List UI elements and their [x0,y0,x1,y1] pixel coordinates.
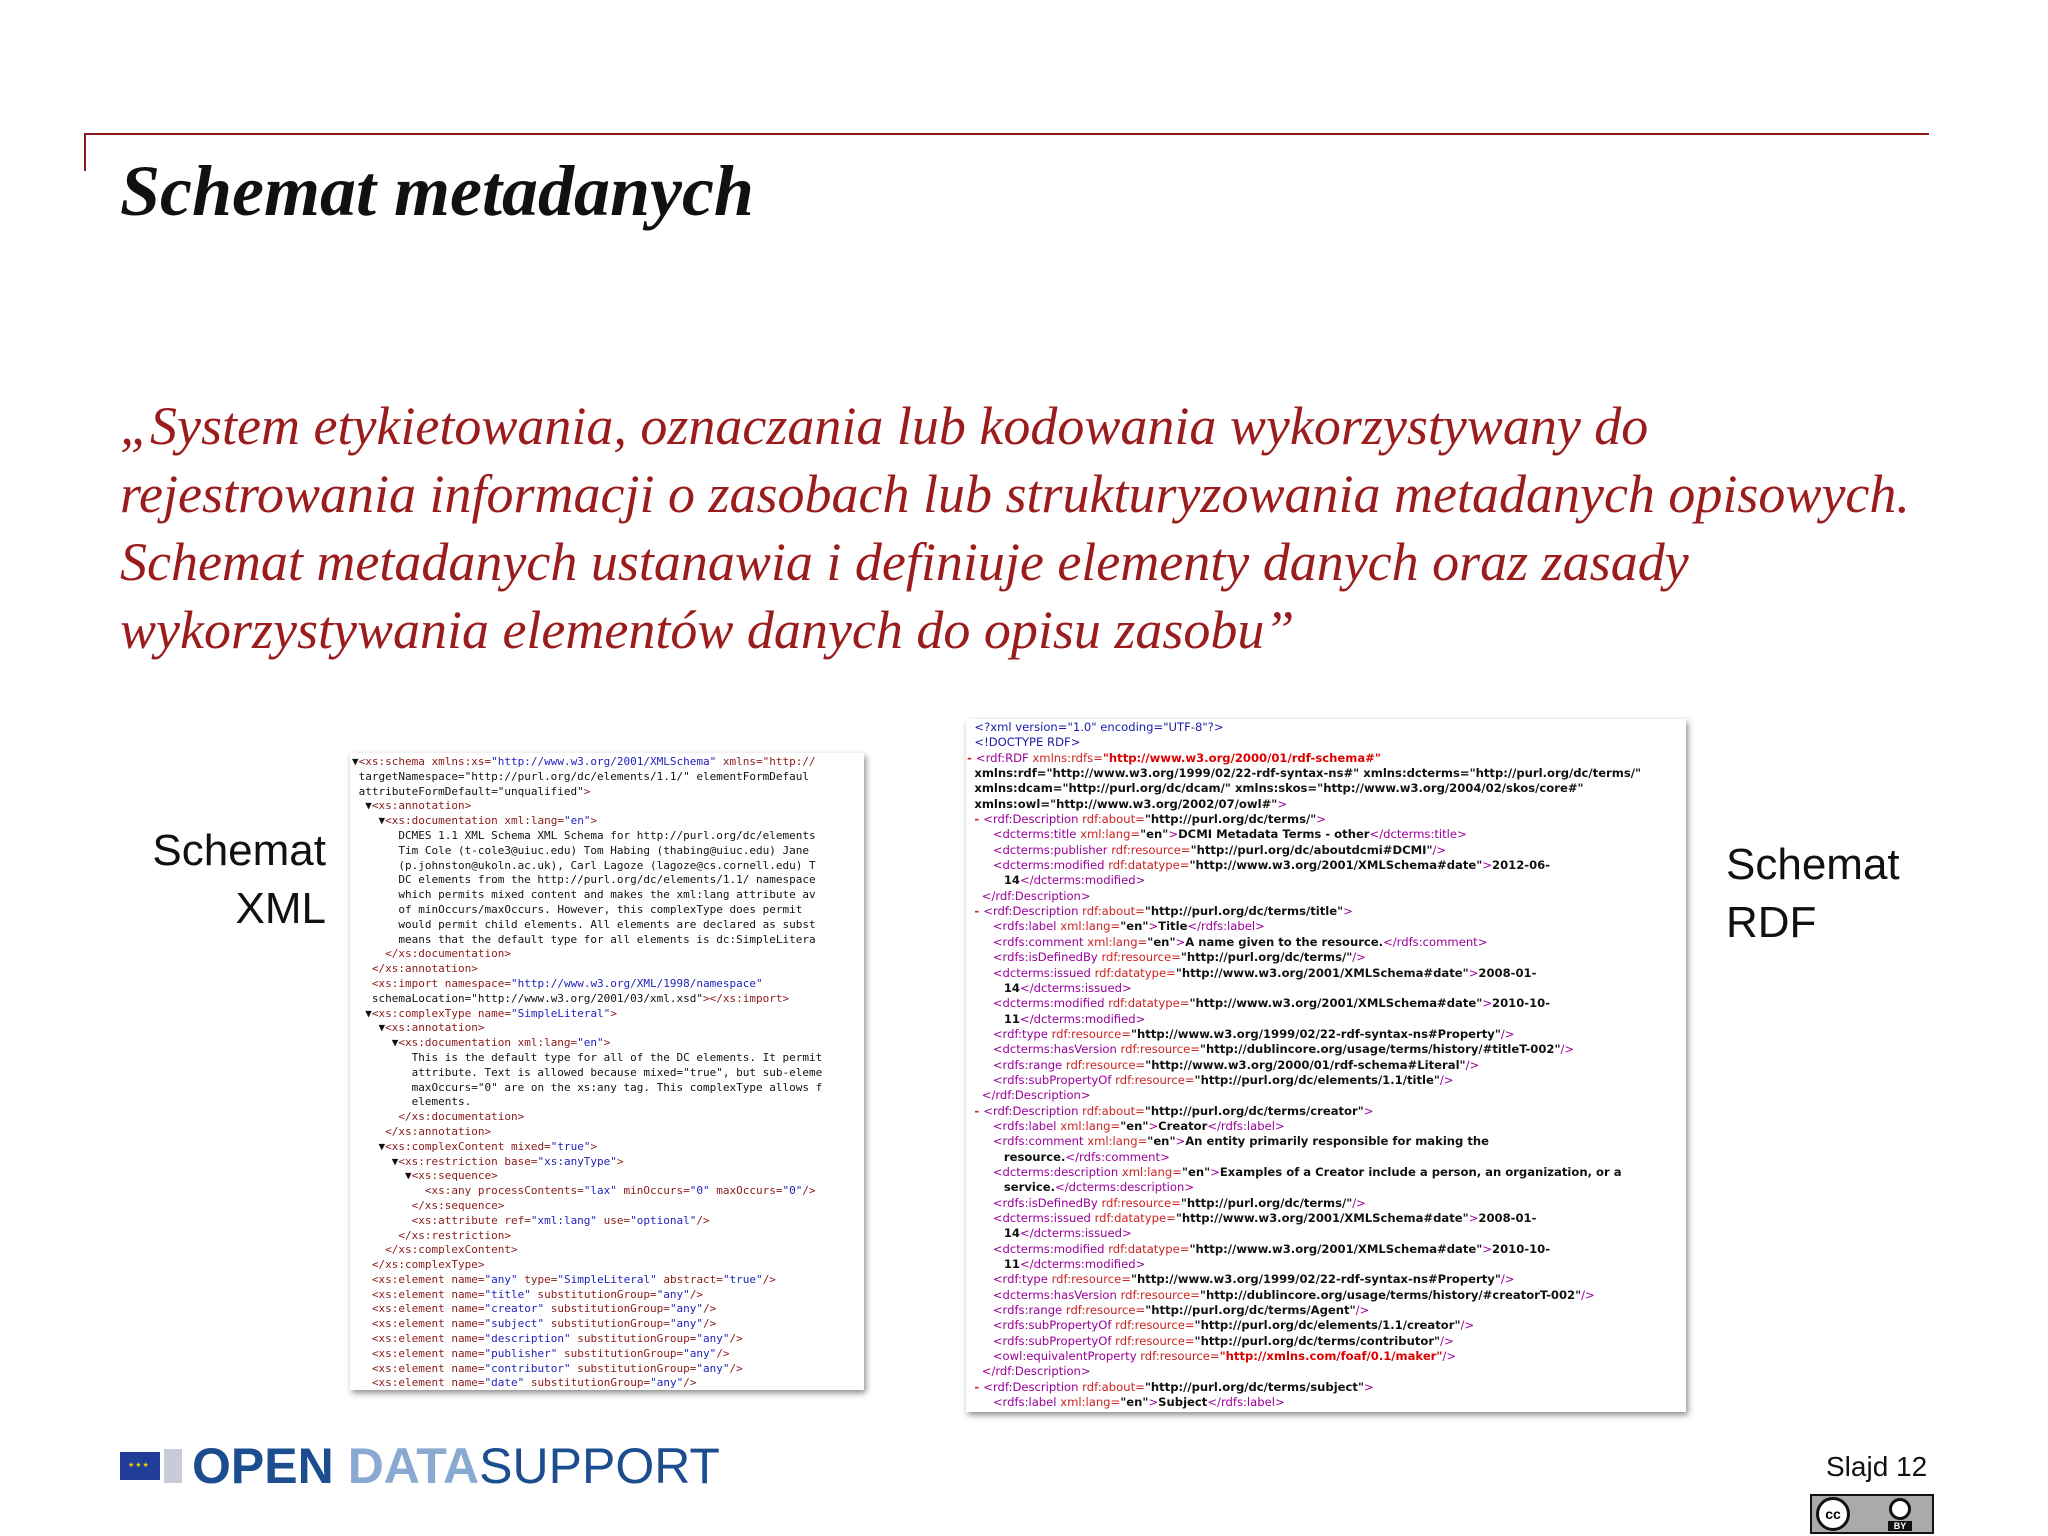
rdf-code-line: <dcterms:hasVersion rdf:resource="http://dublincore.org/usage/terms/history/#creatorT-002"/> [992,1287,1595,1302]
rdf-code-line: - <rdf:Description rdf:about="http://purl.org/dc/terms/subject"> [974,1379,1374,1394]
rdf-code-line: <dcterms:issued rdf:datatype="http://www.w3.org/2001/XMLSchema#date">2008-01- [992,1211,1537,1225]
eu-flag-icon [120,1452,160,1480]
rdf-code-line: - <rdf:Description rdf:about="http://purl.org/dc/terms/"> [974,812,1326,827]
xml-code-line: ▼<xs:complexContent mixed="true"> [352,1139,598,1153]
xml-code-line: </xs:restriction> [398,1228,511,1242]
xml-code-line: <xs:element name="contributor" substitutionGroup="any"/> [371,1361,743,1375]
label-xml-line1: Schemat [152,826,326,875]
rdf-code-line: - <rdf:Description rdf:about="http://purl.org/dc/terms/creator"> [974,1103,1374,1118]
xml-code-line: <xs:element name="subject" substitutionGroup="any"/> [371,1317,717,1331]
brand-support: SUPPORT [479,1438,720,1494]
rdf-code-line: <rdfs:comment xml:lang="en">An entity primarily responsible for making the [992,1134,1490,1149]
cc-by-license-badge [1810,1494,1934,1534]
rdf-code-line: - <rdf:Description rdf:about="http://purl.org/dc/terms/title"> [974,904,1353,919]
xml-code-line: which permits mixed content and makes the xml:lang attribute av [352,888,816,902]
rdf-code-line: 11</dcterms:modified> [1003,1011,1146,1026]
by-attribution-icon [1880,1494,1920,1534]
rdf-code-line: <rdfs:subPropertyOf rdf:resource="http://purl.org/dc/elements/1.1/title"/> [992,1072,1454,1087]
xml-code-line: <xs:element name="publisher" substitutionGroup="any"/> [371,1346,730,1360]
xml-code-line: </xs:complexType> [371,1258,485,1272]
rdf-code-line: 14</dcterms:issued> [1003,1226,1132,1241]
xml-code-line: <xs:element name="any" type="SimpleLiteral" abstract="true"/> [371,1272,776,1286]
xml-code-line: ▼<xs:documentation xml:lang="en"> [352,1036,611,1050]
rdf-code-line: <rdf:type rdf:resource="http://www.w3.org/1999/02/22-rdf-syntax-ns#Property"/> [992,1026,1515,1041]
xml-code-line: <xs:element name="title" substitutionGroup="any"/> [371,1287,704,1301]
xml-code-line: of minOccurs/maxOccurs. However, this complexType does permit [352,902,803,916]
rdf-code-line: <rdfs:isDefinedBy rdf:resource="http://purl.org/dc/terms/"/> [992,1195,1366,1210]
rdf-code-line: <dcterms:modified rdf:datatype="http://www.w3.org/2001/XMLSchema#date">2012-06- [992,858,1551,873]
rdf-code-line: <!DOCTYPE RDF> [974,735,1081,750]
xml-code-line: <xs:attribute ref="xml:lang" use="optional"/> [411,1213,710,1227]
rdf-code-line: <rdfs:label xml:lang="en">Creator</rdfs:label> [992,1118,1285,1133]
xml-code-line: </xs:annotation> [371,962,478,976]
rdf-code-line: <dcterms:title xml:lang="en">DCMI Metadata Terms - other</dcterms:title> [992,827,1467,842]
xml-code-line: <xs:import namespace="http://www.w3.org/XML/1998/namespace" [371,976,763,990]
rdf-code-line: service.</dcterms:description> [1003,1180,1195,1195]
rdf-code-line: resource.</rdfs:comment> [1003,1149,1170,1164]
rdf-code-line: <dcterms:modified rdf:datatype="http://www.w3.org/2001/XMLSchema#date">2010-10- [992,996,1551,1011]
xml-code-line: ▼<xs:schema xmlns:xs="http://www.w3.org/2001/XMLSchema" xmlns="http:// [352,755,816,768]
rdf-code-line: 14</dcterms:issued> [1003,980,1132,995]
rdf-code-line: xmlns:dcam="http://purl.org/dc/dcam/" xmlns:skos="http://www.w3.org/2004/02/skos/core#" [974,781,1584,796]
rdf-code-line: - <rdf:RDF xmlns:rdfs="http://www.w3.org/2000/01/rdf-schema#" [967,750,1381,765]
rdf-schema-screenshot [966,719,1686,1412]
rdf-code-line: <?xml version="1.0" encoding="UTF-8"?> [974,720,1224,734]
xml-code-line: <xs:element name="creator" substitutionGroup="any"/> [371,1302,717,1316]
xml-code-line: ▼<xs:sequence> [352,1169,498,1183]
xml-code-line: </xs:annotation> [385,1124,492,1138]
rdf-code-line: <rdfs:label xml:lang="en">Title</rdfs:label> [992,919,1265,934]
xml-code-line: (p.johnston@ukoln.ac.uk), Carl Lagoze (lagoze@cs.cornell.edu) T [352,858,816,872]
xml-code-line: This is the default type for all of the DC elements. It permit [352,1050,823,1064]
xml-code-line: <xs:any processContents="lax" minOccurs="0" maxOccurs="0"/> [424,1184,816,1198]
xml-code-line: schemaLocation="http://www.w3.org/2001/03/xml.xsd"></xs:import> [352,991,790,1005]
xml-code-line: ▼<xs:complexType name="SimpleLiteral"> [352,1006,617,1020]
rdf-code-line: <rdfs:range rdf:resource="http://purl.org/dc/terms/Agent"/> [992,1303,1370,1318]
rdf-code-line: <rdfs:isDefinedBy rdf:resource="http://purl.org/dc/terms/"/> [992,950,1366,965]
label-rdf-schema [1726,836,1900,952]
rdf-code-line: <dcterms:description xml:lang="en">Examples of a Creator include a person, an organization, or a [992,1164,1622,1179]
xml-code-line: attribute. Text is allowed because mixed="true", but sub-eleme [352,1065,823,1079]
rdf-code-line: </rdf:Description> [981,888,1091,903]
rdf-code-line: 14</dcterms:modified> [1003,873,1146,888]
rdf-code-line: </rdf:Description> [981,1364,1091,1379]
label-xml-line2: XML [235,884,326,933]
xml-code-line: <xs:element name="description" substitutionGroup="any"/> [371,1332,743,1346]
xml-code-line: </xs:documentation> [398,1110,525,1124]
xml-code-line: DC elements from the http://purl.org/dc/elements/1.1/ namespace [352,873,816,887]
label-rdf-line2: RDF [1726,898,1817,947]
european-commission-emblem-icon [164,1449,182,1483]
brand-data: DATA [347,1438,480,1494]
xml-code-line: ▼<xs:annotation> [352,1021,485,1035]
title-rule-tick [84,133,86,171]
xml-schema-code [350,753,864,1390]
rdf-code-line: </rdf:Description> [981,1088,1091,1103]
xml-code-line: ▼<xs:documentation xml:lang="en"> [352,814,598,828]
slide-number: Slajd 12 [1826,1451,1928,1482]
xml-code-line: </xs:complexContent> [385,1243,518,1257]
xml-schema-screenshot [350,753,864,1390]
person-icon [1889,1498,1911,1520]
title-rule [84,133,1929,135]
rdf-code-line: <rdfs:subPropertyOf rdf:resource="http://purl.org/dc/terms/contributor"/> [992,1333,1454,1348]
rdf-schema-code [966,719,1686,1410]
xml-code-line: <xs:element name="date" substitutionGroup="any"/> [371,1376,697,1390]
xml-code-line: </xs:sequence> [411,1198,505,1212]
label-xml-schema [140,822,326,938]
by-label: BY [1888,1521,1913,1531]
xml-code-line: maxOccurs="0" are on the xs:any tag. This complexType allows f [352,1080,823,1094]
brand-open: OPEN [192,1438,334,1494]
xml-code-line: ▼<xs:annotation> [352,799,472,813]
xml-code-line: Tim Cole (t-cole3@uiuc.edu) Tom Habing (thabing@uiuc.edu) Jane [352,843,809,857]
rdf-code-line: <dcterms:issued rdf:datatype="http://www.w3.org/2001/XMLSchema#date">2008-01- [992,965,1537,980]
xml-code-line: </xs:documentation> [385,947,511,961]
xml-code-line: targetNamespace="http://purl.org/dc/elements/1.1/" elementFormDefaul [352,769,809,783]
xml-code-line: would permit child elements. All elements are declared as subst [352,917,816,931]
cc-icon: cc [1816,1497,1850,1531]
rdf-code-line: <rdfs:comment xml:lang="en">A name given to the resource.</rdfs:comment> [992,934,1488,949]
rdf-code-line: xmlns:rdf="http://www.w3.org/1999/02/22-rdf-syntax-ns#" xmlns:dcterms="http://purl.org/dc/terms/" [974,766,1642,781]
rdf-code-line: <rdf:type rdf:resource="http://www.w3.org/1999/02/22-rdf-syntax-ns#Property"/> [992,1272,1515,1287]
xml-code-line: elements. [352,1095,472,1109]
open-data-support-logo [120,1440,720,1492]
rdf-code-line: <rdfs:subPropertyOf rdf:resource="http://purl.org/dc/elements/1.1/creator"/> [992,1318,1475,1333]
xml-code-line: means that the default type for all elements is dc:SimpleLitera [352,932,816,946]
rdf-code-line: <rdfs:range rdf:resource="http://www.w3.org/2000/01/rdf-schema#Literal"/> [992,1057,1480,1072]
slide-title: Schemat metadanych [120,151,754,231]
rdf-code-line: <dcterms:publisher rdf:resource="http://purl.org/dc/aboutdcmi#DCMI"/> [992,842,1447,857]
rdf-code-line: <dcterms:hasVersion rdf:resource="http://dublincore.org/usage/terms/history/#titleT-002"/> [992,1042,1575,1057]
definition-quote: „System etykietowania, oznaczania lub kodowania wykorzystywany do rejestrowania informacji o zasobach lub strukturyzowania metadanych opisowych. Schemat metadanych ustanawia i definiuje elementy danych oraz zasady wykorzystywania elementów danych do opisu zasobu” [120,396,1910,660]
label-rdf-line1: Schemat [1726,840,1900,889]
xml-code-line: ▼<xs:restriction base="xs:anyType"> [352,1154,624,1168]
xml-code-line: DCMES 1.1 XML Schema XML Schema for http://purl.org/dc/elements [352,828,816,842]
rdf-code-line: <owl:equivalentProperty rdf:resource="http://xmlns.com/foaf/0.1/maker"/> [992,1349,1457,1364]
xml-code-line: attributeFormDefault="unqualified"> [352,784,591,798]
rdf-code-line: 11</dcterms:modified> [1003,1257,1146,1272]
rdf-code-line: <rdfs:label xml:lang="en">Subject</rdfs:label> [992,1395,1285,1410]
rdf-code-line: <dcterms:modified rdf:datatype="http://www.w3.org/2001/XMLSchema#date">2010-10- [992,1241,1551,1256]
rdf-code-line: xmlns:owl="http://www.w3.org/2002/07/owl#"> [974,796,1288,811]
